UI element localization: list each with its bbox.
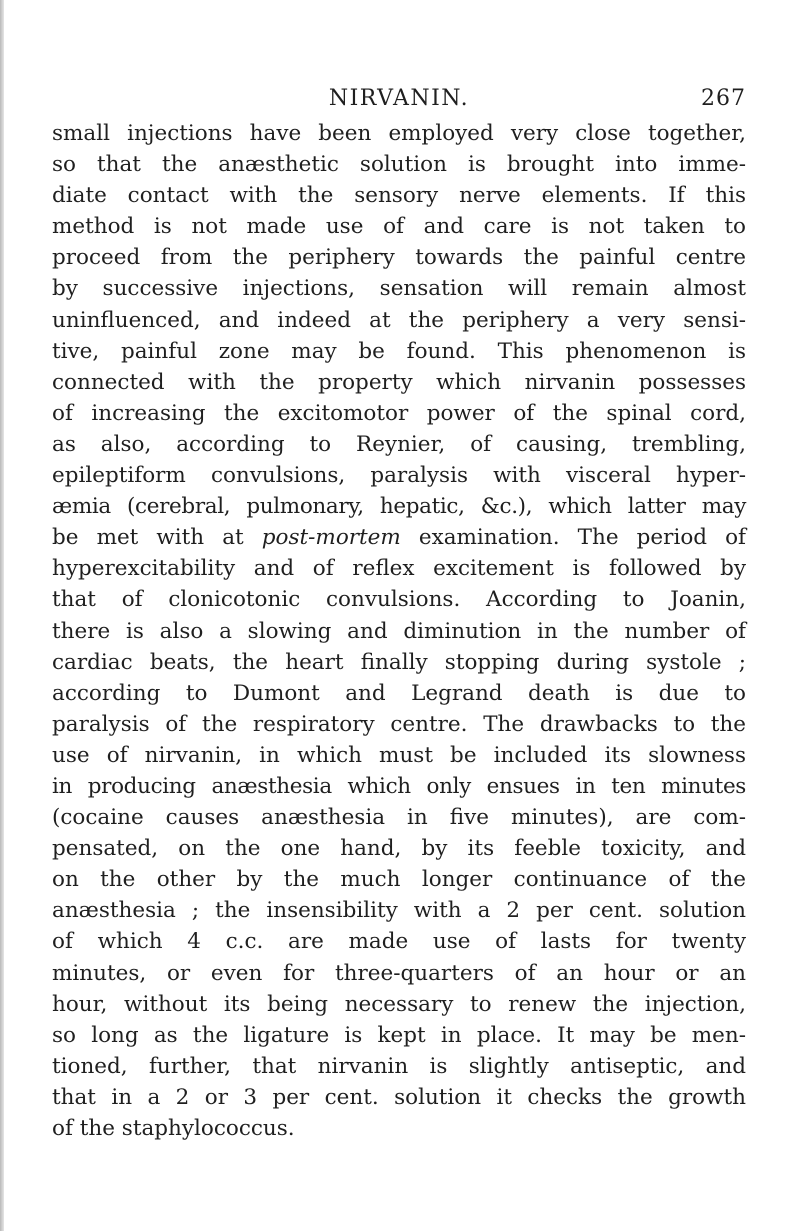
text-line: pensated, on the one hand, by its feeble toxicity, and bbox=[52, 836, 746, 862]
text-line: of increasing the excitomotor power of the spinal cord, bbox=[52, 400, 746, 426]
text-line-with-italic bbox=[52, 522, 746, 553]
text-line: so that the anæsthetic solution is brought into imme- bbox=[52, 152, 746, 178]
text-line: tive, painful zone may be found. This phenomenon is bbox=[52, 338, 746, 364]
italic-term: post-mortem bbox=[261, 525, 401, 551]
text-line: hyperexcitability and of reflex excitement is followed by bbox=[52, 556, 746, 582]
text-line: so long as the ligature is kept in place. It may be men- bbox=[52, 1022, 746, 1048]
text-line: uninfluenced, and indeed at the periphery a very sensi- bbox=[52, 307, 746, 333]
text-line: (cocaine causes anæsthesia in five minutes), are com- bbox=[52, 805, 746, 831]
text-segment: examination. The period of bbox=[400, 525, 746, 551]
text-line: minutes, or even for three-quarters of an hour or an bbox=[52, 960, 746, 986]
text-line: epileptiform convulsions, paralysis with visceral hyper- bbox=[52, 463, 746, 489]
page-header bbox=[52, 86, 746, 120]
text-line: cardiac beats, the heart finally stopping during systole ; bbox=[52, 649, 746, 675]
running-title: NIRVANIN. bbox=[328, 86, 470, 111]
text-line: in producing anæsthesia which only ensues in ten minutes bbox=[52, 773, 746, 799]
text-line: hour, without its being necessary to renew the injection, bbox=[52, 991, 746, 1017]
text-line: æmia (cerebral, pulmonary, hepatic, &c.), which latter may bbox=[52, 494, 746, 520]
text-line: diate contact with the sensory nerve elements. If this bbox=[52, 183, 746, 209]
text-line: that in a 2 or 3 per cent. solution it checks the growth bbox=[52, 1084, 746, 1110]
text-line: as also, according to Reynier, of causing, trembling, bbox=[52, 431, 746, 457]
text-line: of which 4 c.c. are made use of lasts for twenty bbox=[52, 929, 746, 955]
page-number: 267 bbox=[701, 86, 746, 111]
text-line: of the staphylococcus. bbox=[52, 1116, 295, 1141]
text-line: use of nirvanin, in which must be included its slowness bbox=[52, 742, 746, 768]
text-line: proceed from the periphery towards the painful centre bbox=[52, 245, 746, 271]
text-line: method is not made use of and care is not taken to bbox=[52, 214, 746, 240]
text-line: that of clonicotonic convulsions. According to Joanin, bbox=[52, 587, 746, 613]
page-edge-shadow bbox=[0, 0, 4, 1231]
text-line: small injections have been employed very close together, bbox=[52, 121, 746, 146]
text-line: tioned, further, that nirvanin is slightly antiseptic, and bbox=[52, 1053, 746, 1079]
body-paragraph bbox=[52, 118, 746, 1144]
text-line: by successive injections, sensation will remain almost bbox=[52, 276, 746, 302]
text-line: there is also a slowing and diminution in the number of bbox=[52, 618, 746, 644]
text-segment: be met with at bbox=[52, 525, 262, 551]
text-line: anæsthesia ; the insensibility with a 2 per cent. solution bbox=[52, 898, 746, 924]
text-line: on the other by the much longer continuance of the bbox=[52, 867, 746, 893]
text-line: connected with the property which nirvanin possesses bbox=[52, 369, 746, 395]
text-line: paralysis of the respiratory centre. The drawbacks to the bbox=[52, 711, 746, 737]
text-line: according to Dumont and Legrand death is due to bbox=[52, 680, 746, 706]
